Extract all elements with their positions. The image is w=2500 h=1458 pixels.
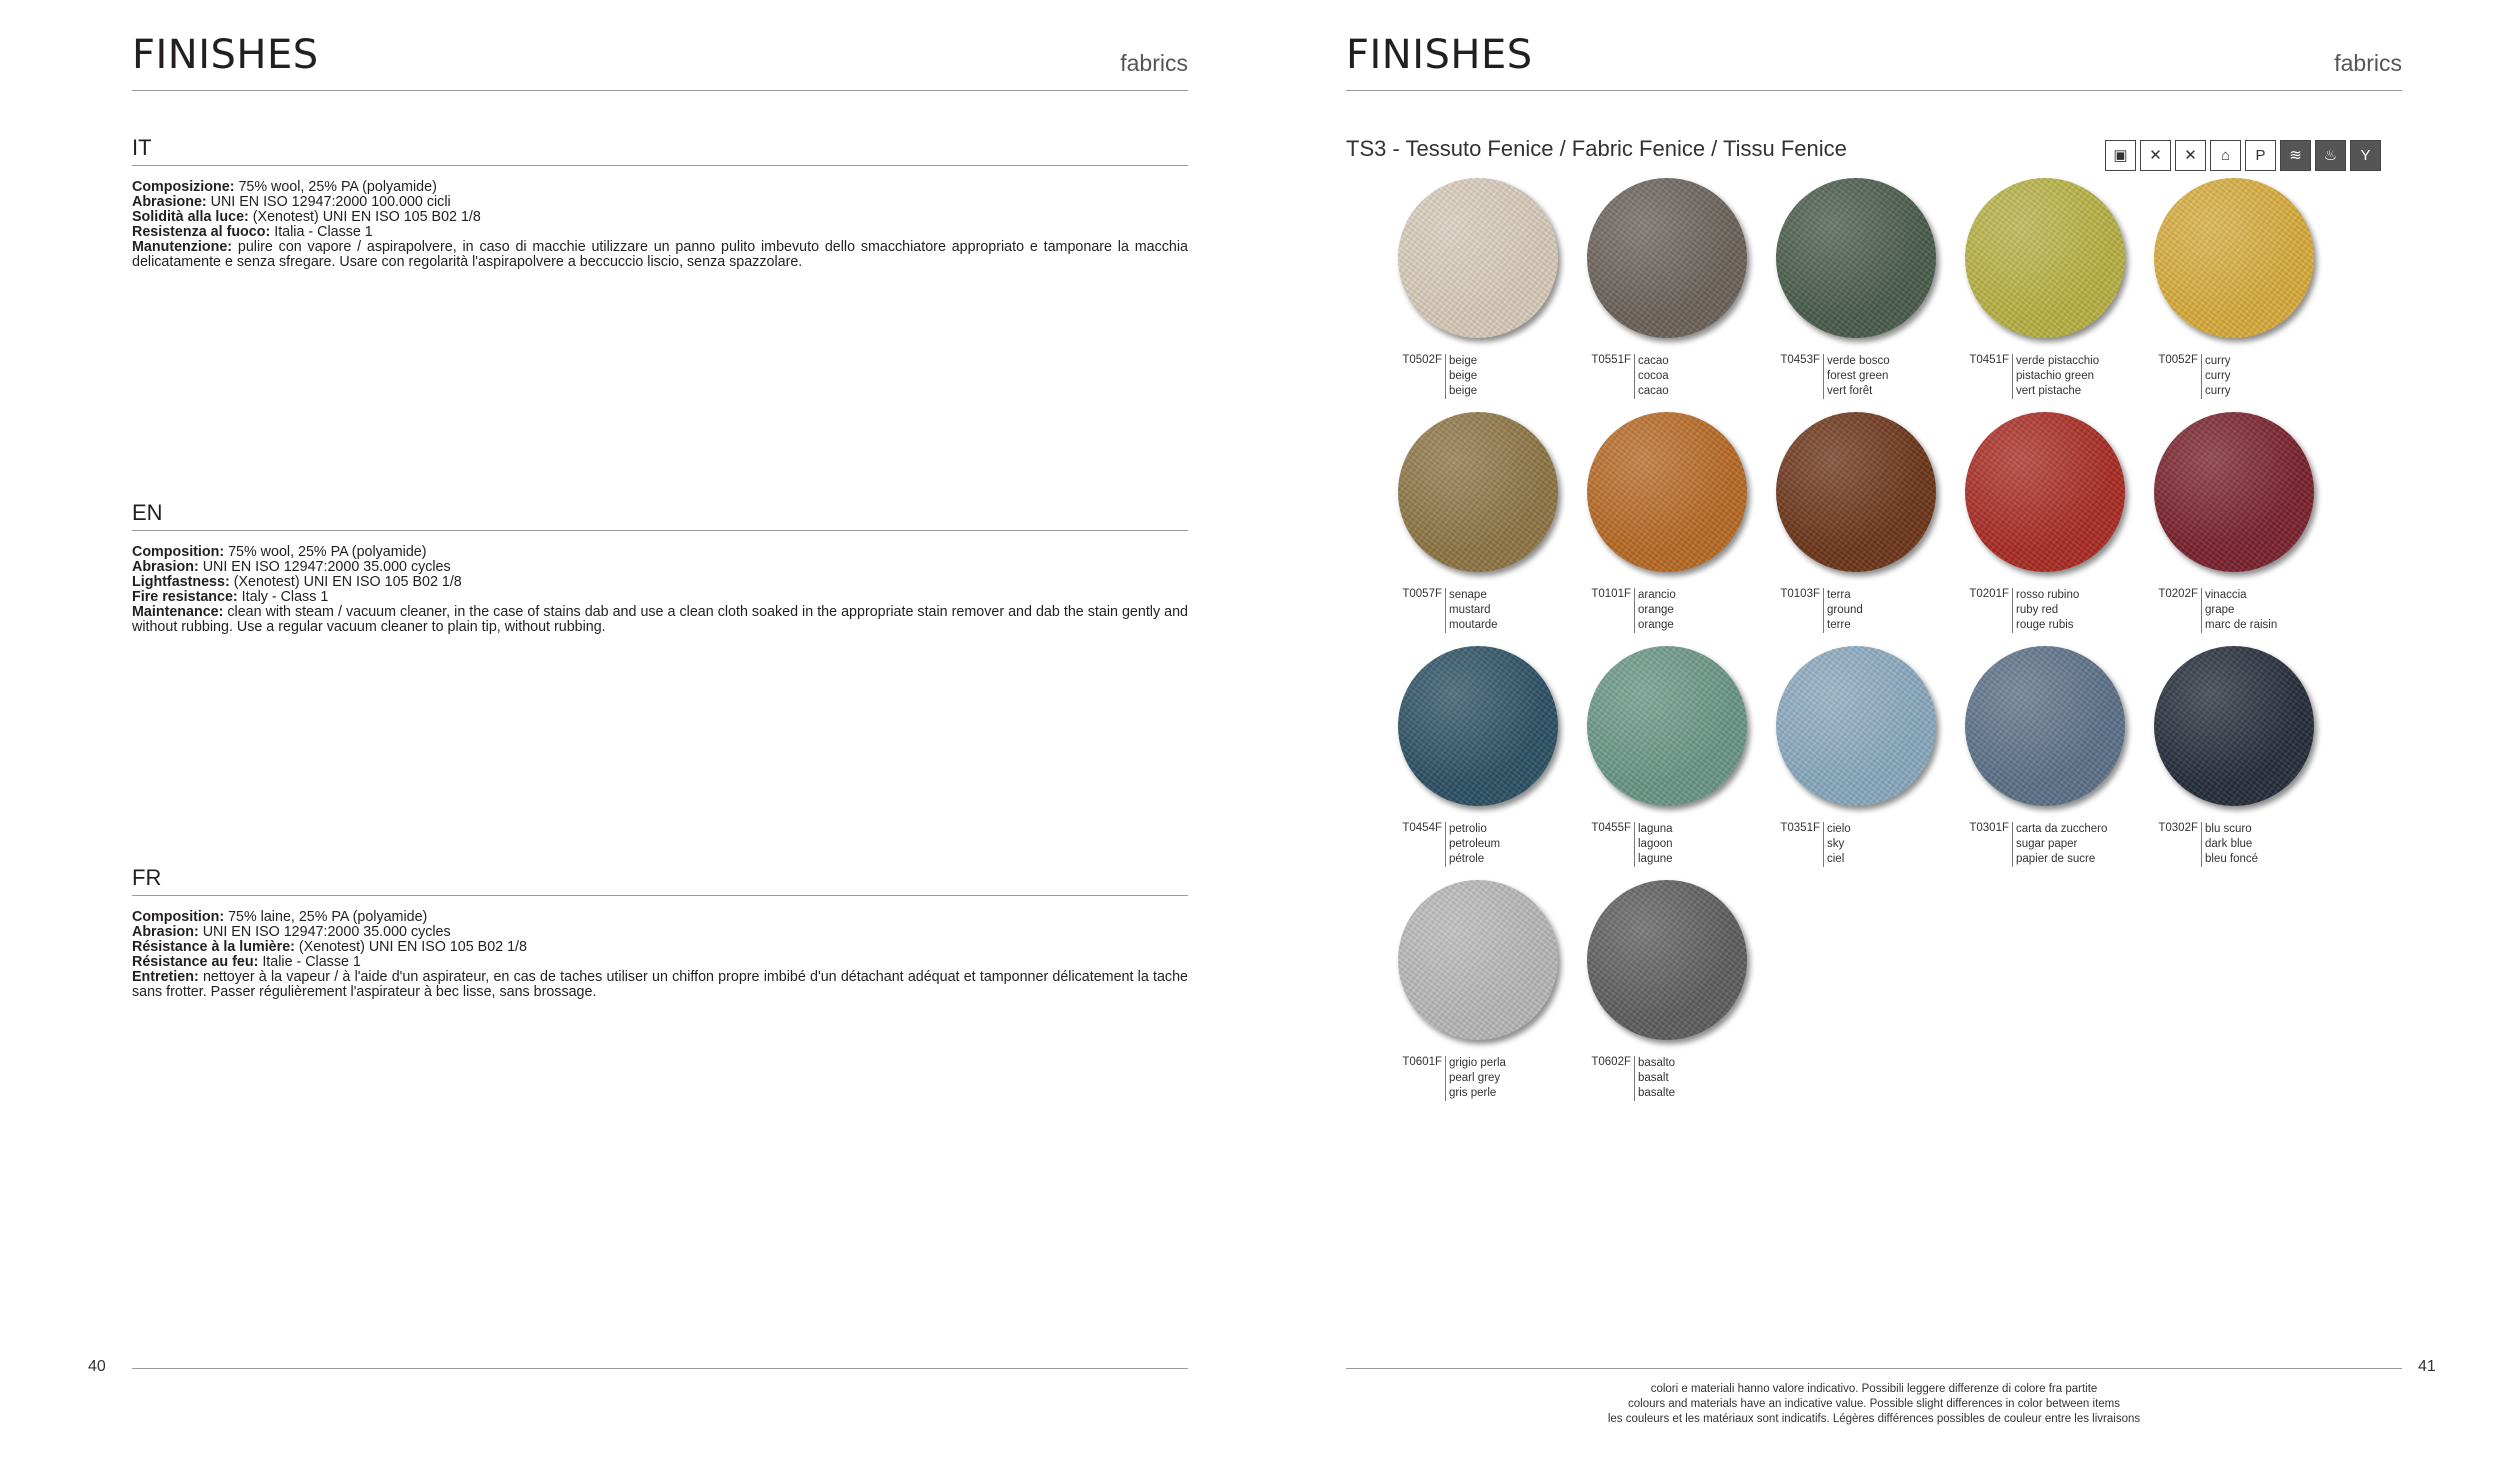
section-fr [132, 865, 1188, 1000]
swatch-code: T0301F [1969, 822, 2009, 834]
no-bleach-icon: ✕ [2175, 140, 2206, 171]
spec-value: nettoyer à la vapeur / à l'aide d'un aspirateur, en cas de taches utiliser un chiffon propre imbibé d'un détachant adéquat et tamponner délicatement la tache sans frotter. Passer régulièrement l'aspirateur à bec lisse, sans brossage. [132, 969, 1188, 1000]
spec-value: UNI EN ISO 12947:2000 35.000 cycles [198, 924, 451, 940]
swatch-names [2012, 588, 2079, 633]
spec-label: Fire resistance: [132, 589, 238, 605]
fabric-swatch [2138, 412, 2328, 652]
spec-label: Abrasion: [132, 924, 199, 940]
swatch-name: marc de raisin [2205, 619, 2278, 631]
swatch-names [2012, 354, 2099, 399]
spec-label: Composizione: [132, 179, 235, 195]
swatch-names [1445, 1056, 1506, 1101]
swatch-circle [1398, 178, 1558, 338]
swatch-name: pétrole [1449, 853, 1485, 865]
swatch-name: sky [1827, 838, 1845, 850]
dry-clean-p-icon: P [2245, 140, 2276, 171]
fabric-swatch [1382, 880, 1572, 1120]
spec-row [132, 605, 1188, 635]
fabric-swatch [2138, 646, 2328, 886]
lightfastness-icon: Y [2350, 140, 2381, 171]
spec-row [132, 590, 1188, 605]
swatch-circle [1398, 412, 1558, 572]
spec-label: Maintenance: [132, 604, 224, 620]
swatch-name: ground [1827, 604, 1863, 616]
spec-row [132, 575, 1188, 590]
spec-label: Résistance à la lumière: [132, 939, 295, 955]
swatch-names [2201, 354, 2231, 399]
spec-value: Italie - Classe 1 [258, 954, 361, 970]
section-it [132, 135, 1188, 270]
spec-label: Composition: [132, 544, 225, 560]
left-header [132, 28, 1188, 91]
spec-label: Resistenza al fuoco: [132, 224, 271, 240]
swatch-circle [2154, 646, 2314, 806]
section-body [132, 180, 1188, 270]
swatch-name: gris perle [1449, 1087, 1497, 1099]
spec-value: pulire con vapore / aspirapolvere, in caso di macchie utilizzare un panno pulito imbevuto dello smacchiatore appropriato e tamponare la macchia delicatamente e senza sfregare. Usare con regolarità l'aspirapolvere a beccuccio liscio, senza spazzolare. [132, 239, 1188, 270]
swatch-name: forest green [1827, 370, 1889, 382]
spec-value: clean with steam / vacuum cleaner, in the case of stains dab and use a clean cloth soaked in the appropriate stain remover and dab the stain gently and without rubbing. Use a regular vacuum cleaner to plain tip, without rubbing. [132, 604, 1188, 635]
spec-value: UNI EN ISO 12947:2000 100.000 cicli [206, 194, 451, 210]
swatch-name: cocoa [1638, 370, 1669, 382]
fabric-swatch [1382, 412, 1572, 652]
fabric-swatch [1760, 178, 1950, 418]
swatch-circle [1776, 412, 1936, 572]
section-code: IT [132, 135, 1188, 166]
swatch-code: T0201F [1969, 588, 2009, 600]
swatch-name: vert pistache [2016, 385, 2082, 397]
disclaimer-line: colours and materials have an indicative value. Possible slight differences in color between items [1628, 1398, 2120, 1410]
section-body [132, 910, 1188, 1000]
swatch-name: curry [2205, 355, 2231, 367]
swatch-code: T0602F [1591, 1056, 1631, 1068]
swatch-circle [1776, 178, 1936, 338]
swatch-name: beige [1449, 370, 1478, 382]
page-title: FINISHES [1346, 32, 1533, 78]
swatch-code: T0601F [1402, 1056, 1442, 1068]
swatch-name: senape [1449, 589, 1487, 601]
iron-icon: ⌂ [2210, 140, 2241, 171]
swatch-code: T0202F [2158, 588, 2198, 600]
swatch-name: vinaccia [2205, 589, 2247, 601]
swatch-name: cacao [1638, 355, 1669, 367]
spec-label: Abrasione: [132, 194, 207, 210]
swatch-name: curry [2205, 385, 2231, 397]
swatch-names [1634, 354, 1669, 399]
page-title: FINISHES [132, 32, 319, 78]
swatch-name: basalt [1638, 1072, 1669, 1084]
disclaimer [1346, 1382, 2402, 1427]
page-number: 41 [2418, 1358, 2436, 1375]
swatch-name: cacao [1638, 385, 1669, 397]
swatch-circle [1587, 646, 1747, 806]
fabric-swatch [1949, 646, 2139, 886]
swatch-code: T0057F [1402, 588, 1442, 600]
spec-value: 75% laine, 25% PA (polyamide) [224, 909, 428, 925]
swatch-circle [1587, 412, 1747, 572]
fire-icon: ♨ [2315, 140, 2346, 171]
swatch-name: laguna [1638, 823, 1673, 835]
spec-row [132, 970, 1188, 1000]
swatch-code: T0454F [1402, 822, 1442, 834]
swatch-name: moutarde [1449, 619, 1498, 631]
swatch-code: T0103F [1780, 588, 1820, 600]
fabric-swatch [1949, 178, 2139, 418]
right-page [1250, 0, 2500, 1458]
swatch-circle [2154, 412, 2314, 572]
swatch-name: pearl grey [1449, 1072, 1501, 1084]
swatch-names [1823, 354, 1890, 399]
swatch-name: verde bosco [1827, 355, 1890, 367]
spec-label: Résistance au feu: [132, 954, 259, 970]
disclaimer-line: les couleurs et les matériaux sont indicatifs. Légères différences possibles de couleur entre les livraisons [1607, 1413, 2141, 1425]
spec-value: Italia - Classe 1 [270, 224, 373, 240]
swatch-names [2201, 588, 2277, 633]
swatch-circle [1398, 646, 1558, 806]
swatch-names [1634, 822, 1673, 867]
fabric-swatch [1382, 646, 1572, 886]
fabric-swatch [1571, 880, 1761, 1120]
swatch-name: ruby red [2016, 604, 2059, 616]
disclaimer-line: colori e materiali hanno valore indicativo. Possibili leggere differenze di colore fra partite [1650, 1383, 2098, 1395]
swatch-names [2201, 822, 2258, 867]
swatch-name: pistachio green [2016, 370, 2094, 382]
swatch-name: petroleum [1449, 838, 1501, 850]
swatch-name: papier de sucre [2016, 853, 2096, 865]
fabric-swatch [1571, 412, 1761, 652]
spec-value: (Xenotest) UNI EN ISO 105 B02 1/8 [248, 209, 481, 225]
spec-row [132, 560, 1188, 575]
spec-row [132, 545, 1188, 560]
spec-value: 75% wool, 25% PA (polyamide) [224, 544, 427, 560]
fabric-swatch [2138, 178, 2328, 418]
spec-row [132, 195, 1188, 210]
page-number: 40 [88, 1358, 106, 1375]
section-en [132, 500, 1188, 635]
swatch-name: carta da zucchero [2016, 823, 2108, 835]
swatch-name: sugar paper [2016, 838, 2078, 850]
swatch-code: T0052F [2158, 354, 2198, 366]
spec-value: (Xenotest) UNI EN ISO 105 B02 1/8 [294, 939, 527, 955]
swatch-name: ciel [1827, 853, 1845, 865]
spec-value: (Xenotest) UNI EN ISO 105 B02 1/8 [229, 574, 462, 590]
swatch-code: T0302F [2158, 822, 2198, 834]
page-category: fabrics [1120, 50, 1188, 76]
swatch-name: curry [2205, 370, 2231, 382]
swatch-name: orange [1638, 619, 1674, 631]
swatch-name: verde pistacchio [2016, 355, 2100, 367]
spec-row [132, 940, 1188, 955]
spec-label: Solidità alla luce: [132, 209, 249, 225]
spec-value: 75% wool, 25% PA (polyamide) [234, 179, 437, 195]
footer-rule [1346, 1368, 2402, 1369]
swatch-circle [1587, 880, 1747, 1040]
spec-row [132, 180, 1188, 195]
swatch-circle [1587, 178, 1747, 338]
swatch-name: mustard [1449, 604, 1491, 616]
section-code: FR [132, 865, 1188, 896]
fabric-swatch [1382, 178, 1572, 418]
swatch-name: beige [1449, 355, 1478, 367]
spec-row [132, 925, 1188, 940]
right-header [1346, 28, 2402, 91]
swatch-name: bleu foncé [2205, 853, 2259, 865]
swatch-names [1445, 822, 1500, 867]
swatch-code: T0551F [1591, 354, 1631, 366]
abrasion-icon: ≋ [2280, 140, 2311, 171]
swatch-name: lagune [1638, 853, 1673, 865]
care-icons [2105, 140, 2381, 171]
footer-rule [132, 1368, 1188, 1369]
swatch-code: T0351F [1780, 822, 1820, 834]
swatch-names [1445, 354, 1477, 399]
swatch-name: terre [1827, 619, 1851, 631]
swatch-name: blu scuro [2205, 823, 2252, 835]
no-tumble-dry-icon: ✕ [2140, 140, 2171, 171]
swatch-names [1823, 588, 1863, 633]
swatch-circle [1776, 646, 1936, 806]
swatch-name: grape [2205, 604, 2235, 616]
swatch-name: cielo [1827, 823, 1851, 835]
swatch-name: grigio perla [1449, 1057, 1506, 1069]
swatch-code: T0455F [1591, 822, 1631, 834]
swatch-circle [1965, 412, 2125, 572]
section-body [132, 545, 1188, 635]
spec-label: Composition: [132, 909, 225, 925]
spec-value: UNI EN ISO 12947:2000 35.000 cycles [198, 559, 451, 575]
collection-title: TS3 - Tessuto Fenice / Fabric Fenice / Tissu Fenice [1346, 136, 1847, 161]
swatch-names [1634, 1056, 1675, 1101]
swatch-name: basalte [1638, 1087, 1676, 1099]
swatch-name: orange [1638, 604, 1674, 616]
swatch-names [1634, 588, 1676, 633]
swatch-name: lagoon [1638, 838, 1673, 850]
fabric-swatch [1760, 412, 1950, 652]
swatch-code: T0101F [1591, 588, 1631, 600]
spec-label: Abrasion: [132, 559, 199, 575]
swatch-circle [1965, 178, 2125, 338]
swatch-name: vert forêt [1827, 385, 1873, 397]
spec-label: Manutenzione: [132, 239, 233, 255]
swatch-name: petrolio [1449, 823, 1487, 835]
swatch-name: rouge rubis [2016, 619, 2074, 631]
swatch-code: T0502F [1402, 354, 1442, 366]
swatch-name: beige [1449, 385, 1478, 397]
swatch-code: T0453F [1780, 354, 1820, 366]
swatch-circle [2154, 178, 2314, 338]
spec-label: Lightfastness: [132, 574, 230, 590]
swatch-code: T0451F [1969, 354, 2009, 366]
swatch-circle [1965, 646, 2125, 806]
spec-row [132, 955, 1188, 970]
swatch-names [2012, 822, 2107, 867]
fabric-swatch [1760, 646, 1950, 886]
hand-wash-icon: ▣ [2105, 140, 2136, 171]
swatch-name: arancio [1638, 589, 1676, 601]
page-category: fabrics [2334, 50, 2402, 76]
fabric-swatch [1571, 646, 1761, 886]
swatch-names [1445, 588, 1498, 633]
swatch-name: terra [1827, 589, 1851, 601]
spec-value: Italy - Class 1 [237, 589, 329, 605]
section-code: EN [132, 500, 1188, 531]
swatch-name: rosso rubino [2016, 589, 2080, 601]
spec-row [132, 910, 1188, 925]
spec-row [132, 210, 1188, 225]
spec-row [132, 240, 1188, 270]
spec-label: Entretien: [132, 969, 199, 985]
fabric-swatch [1571, 178, 1761, 418]
fabric-swatch [1949, 412, 2139, 652]
swatch-circle [1398, 880, 1558, 1040]
swatch-names [1823, 822, 1851, 867]
spec-row [132, 225, 1188, 240]
swatch-name: dark blue [2205, 838, 2253, 850]
swatch-name: basalto [1638, 1057, 1676, 1069]
